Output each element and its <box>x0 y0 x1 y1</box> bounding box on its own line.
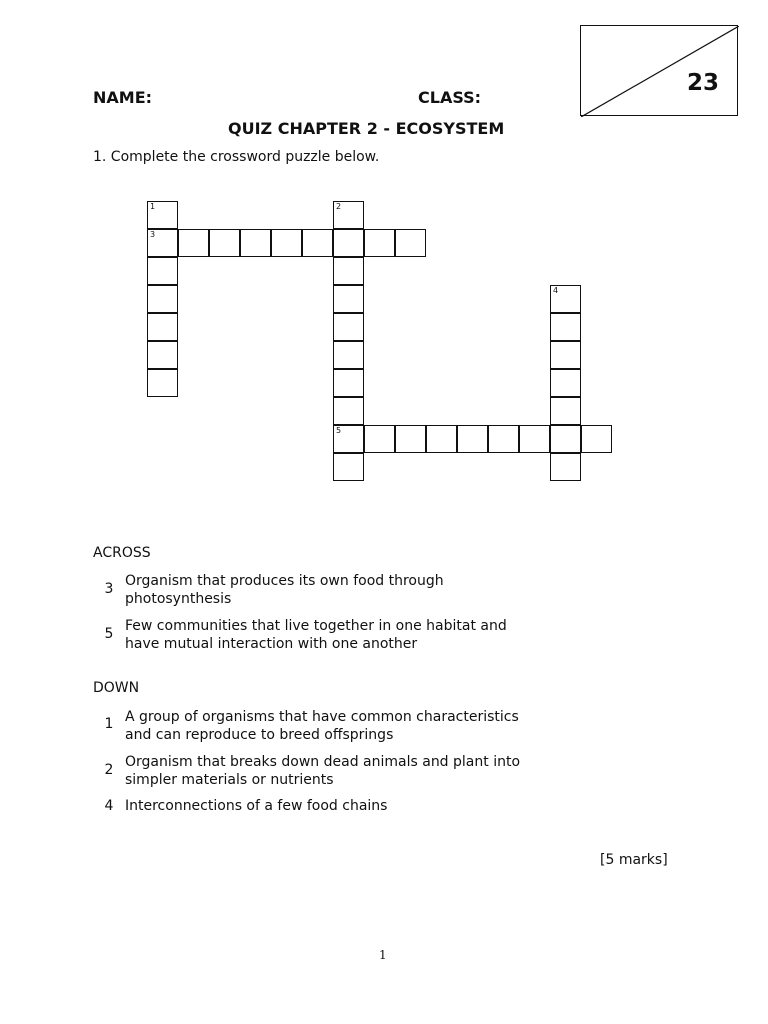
crossword-cell[interactable] <box>333 397 364 425</box>
crossword-cell[interactable] <box>333 201 364 229</box>
crossword-cell[interactable] <box>271 229 302 257</box>
crossword-cell[interactable] <box>147 341 178 369</box>
crossword-cell[interactable] <box>488 425 519 453</box>
crossword-cell[interactable] <box>550 397 581 425</box>
crossword-cell[interactable] <box>209 229 240 257</box>
crossword-cell[interactable] <box>333 257 364 285</box>
crossword-cell[interactable] <box>147 285 178 313</box>
clue-line: Organism that breaks down dead animals and plant into <box>125 754 521 770</box>
crossword-cell[interactable] <box>426 425 457 453</box>
crossword-cell[interactable] <box>147 369 178 397</box>
down-clue-text <box>125 797 635 815</box>
down-clue-text <box>125 708 635 744</box>
page-title: QUIZ CHAPTER 2 - ECOSYSTEM <box>228 119 505 138</box>
clue-line: A group of organisms that have common characteristics <box>125 709 519 725</box>
marks-label: [5 marks] <box>600 852 668 868</box>
score-value: 23 <box>686 70 719 96</box>
crossword-cell[interactable] <box>333 369 364 397</box>
crossword-clue-number: 4 <box>553 286 559 295</box>
crossword-cell[interactable] <box>333 285 364 313</box>
crossword-cell[interactable] <box>550 285 581 313</box>
crossword-cell[interactable] <box>178 229 209 257</box>
instruction: 1. Complete the crossword puzzle below. <box>93 149 380 165</box>
crossword-cell[interactable] <box>364 425 395 453</box>
crossword-cell[interactable] <box>550 425 581 453</box>
clue-line: have mutual interaction with one another <box>125 636 418 652</box>
down-heading: DOWN <box>93 680 140 696</box>
across-clue-text <box>125 572 635 608</box>
crossword-cell[interactable] <box>302 229 333 257</box>
crossword-cell[interactable] <box>240 229 271 257</box>
crossword-grid <box>0 0 768 500</box>
across-clue-number: 3 <box>104 581 114 597</box>
clue-line: and can reproduce to breed offsprings <box>125 727 394 743</box>
crossword-cell[interactable] <box>333 229 364 257</box>
crossword-cell[interactable] <box>147 229 178 257</box>
crossword-cell[interactable] <box>550 369 581 397</box>
down-clue-text <box>125 753 635 789</box>
down-clue-number: 1 <box>104 716 114 732</box>
crossword-clue-number: 1 <box>150 202 156 211</box>
crossword-cell[interactable] <box>519 425 550 453</box>
crossword-clue-number: 5 <box>336 426 342 435</box>
across-heading: ACROSS <box>93 545 151 561</box>
crossword-cell[interactable] <box>457 425 488 453</box>
down-clue-number: 4 <box>104 798 114 814</box>
crossword-cell[interactable] <box>550 341 581 369</box>
crossword-cell[interactable] <box>147 201 178 229</box>
page-number: 1 <box>379 948 387 962</box>
crossword-clue-number: 2 <box>336 202 342 211</box>
clue-line: simpler materials or nutrients <box>125 772 334 788</box>
crossword-cell[interactable] <box>581 425 612 453</box>
across-clue-number: 5 <box>104 626 114 642</box>
crossword-cell[interactable] <box>333 425 364 453</box>
across-clue-text <box>125 617 635 653</box>
crossword-cell[interactable] <box>147 313 178 341</box>
class-label: CLASS: <box>418 88 482 107</box>
down-clue-number: 2 <box>104 762 114 778</box>
crossword-clue-number: 3 <box>150 230 156 239</box>
crossword-cell[interactable] <box>395 425 426 453</box>
clue-line: Interconnections of a few food chains <box>125 798 388 814</box>
clue-line: Organism that produces its own food through <box>125 573 444 589</box>
crossword-cell[interactable] <box>364 229 395 257</box>
crossword-cell[interactable] <box>333 313 364 341</box>
crossword-cell[interactable] <box>333 341 364 369</box>
crossword-cell[interactable] <box>147 257 178 285</box>
crossword-cell[interactable] <box>333 453 364 481</box>
name-label: NAME: <box>93 88 153 107</box>
clue-line: photosynthesis <box>125 591 232 607</box>
crossword-cell[interactable] <box>550 453 581 481</box>
crossword-cell[interactable] <box>550 313 581 341</box>
clue-line: Few communities that live together in one habitat and <box>125 618 507 634</box>
crossword-cell[interactable] <box>395 229 426 257</box>
